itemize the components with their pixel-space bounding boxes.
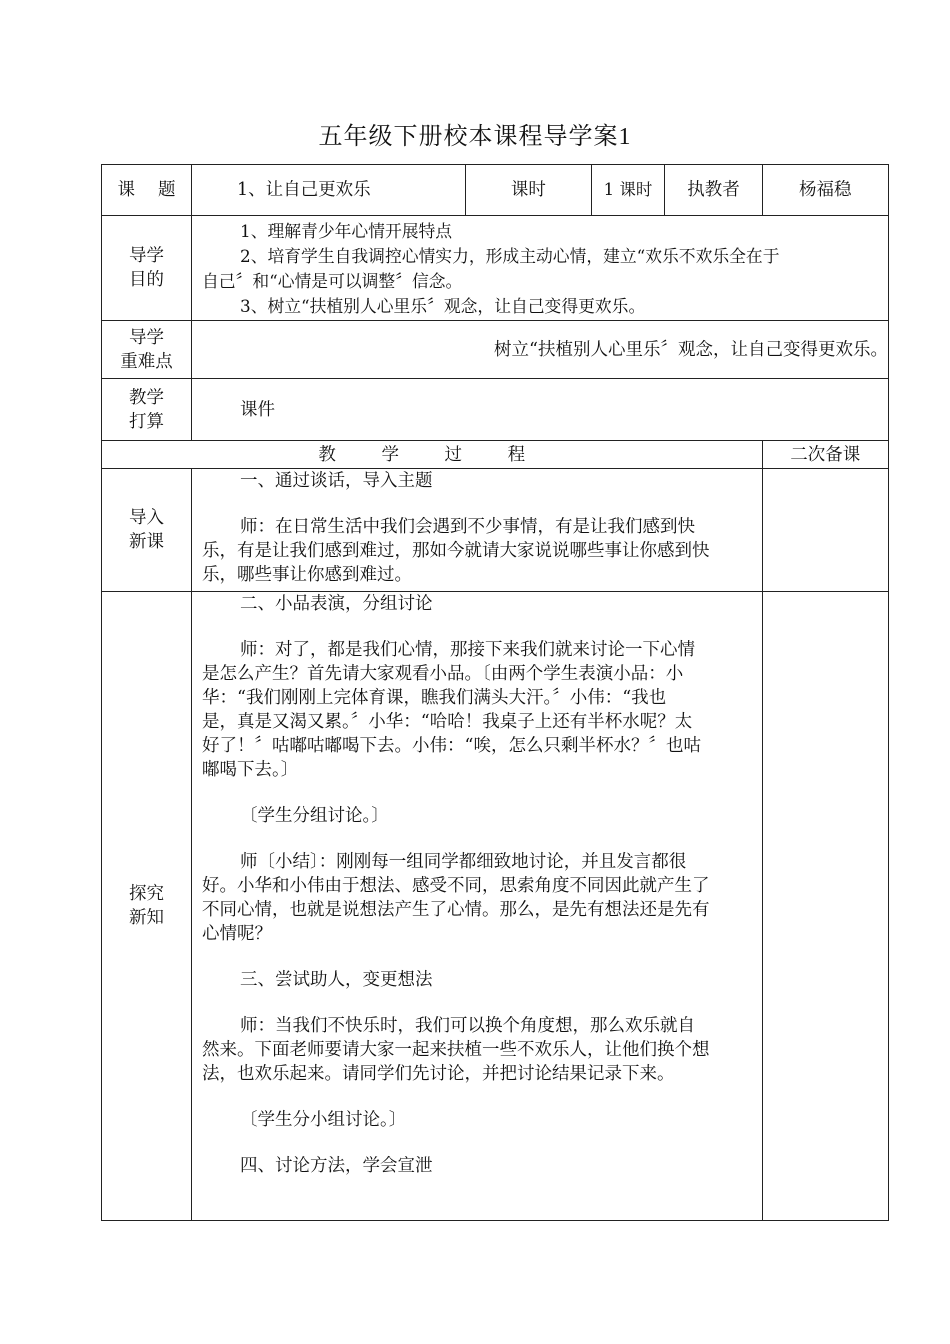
- goals-row: [102, 216, 889, 321]
- goals-content: [192, 216, 889, 321]
- second-prep-heading: 二次备课: [762, 441, 888, 469]
- lesson-plan-table: [101, 164, 889, 1221]
- explore-content: [192, 592, 763, 1221]
- paragraph-line: 华：“我们刚刚上完体育课，瞧我们满头大汗。〞小伟：“我也: [202, 688, 667, 708]
- goal-line: 1、理解青少年心情开展特点: [240, 221, 453, 241]
- paragraph-line: 师：当我们不快乐时，我们可以换个角度想，那么欢乐就自: [240, 1016, 696, 1036]
- paragraph-line: 师：对了，都是我们心情，那接下来我们就来讨论一下心情: [240, 640, 696, 660]
- intro-second-prep: [762, 469, 888, 592]
- process-heading: 教 学 过 程: [102, 441, 763, 469]
- paragraph-line: 是，真是又渴又累。〞小华：“哈哈！我桌子上还有半杯水呢？太: [202, 712, 693, 732]
- header-row: [102, 165, 889, 216]
- explore-second-prep: [762, 592, 888, 1221]
- paragraph-line: 不同心情，也就是说想法产生了心情。那么，是先有想法还是先有: [202, 900, 710, 920]
- explore-label: 探究 新知: [102, 592, 192, 1221]
- teacher-label: 执教者: [665, 165, 762, 216]
- key-points-content: 树立“扶植别人心里乐〞观念，让自己变得更欢乐。: [192, 321, 889, 379]
- intro-content: [192, 469, 763, 592]
- section-heading: 四、讨论方法，学会宣泄: [240, 1156, 433, 1176]
- key-points-label: 导学 重难点: [102, 321, 192, 379]
- section-heading: 一、通过谈话，导入主题: [240, 471, 433, 491]
- paragraph-line: 〔学生分组讨论。〕: [240, 806, 389, 826]
- paragraph-line: 师〔小结〕：刚刚每一组同学都细致地讨论，并且发言都很: [240, 852, 687, 872]
- explore-row: [102, 592, 889, 1221]
- teacher-value: 杨福稳: [762, 165, 888, 216]
- page-title: 五年级下册校本课程导学案1: [318, 122, 632, 150]
- paragraph-line: 师：在日常生活中我们会遇到不少事情，有是让我们感到快: [240, 517, 696, 537]
- paragraph-line: 嘟喝下去。〕: [202, 760, 299, 780]
- hours-label: 课时: [466, 165, 591, 216]
- paragraph-line: 是怎么产生？首先请大家观看小品。〔由两个学生表演小品：小: [202, 664, 684, 684]
- topic-label: 课 题: [102, 165, 192, 216]
- paragraph-line: 好了！〞咕嘟咕嘟喝下去。小伟：“唉，怎么只剩半杯水？〞也咕: [202, 736, 701, 756]
- paragraph-line: 乐，哪些事让你感到难过。: [202, 565, 413, 585]
- paragraph-line: 然来。下面老师要请大家一起来扶植一些不欢乐人，让他们换个想: [202, 1040, 710, 1060]
- topic-value: 1、让自己更欢乐: [192, 165, 466, 216]
- goals-label: 导学 目的: [102, 216, 192, 321]
- goal-line: 自己〞和“心情是可以调整〞信念。: [202, 271, 463, 291]
- paragraph-line: 好。小华和小伟由于想法、感受不同，思索角度不同因此就产生了: [202, 876, 710, 896]
- intro-row: [102, 469, 889, 592]
- key-points-row: [102, 321, 889, 379]
- goal-line: 3、树立“扶植别人心里乐〞观念，让自己变得更欢乐。: [240, 296, 646, 316]
- prep-row: [102, 379, 889, 441]
- section-heading: 二、小品表演，分组讨论: [240, 594, 433, 614]
- paragraph-line: 法，也欢乐起来。请同学们先讨论，并把讨论结果记录下来。: [202, 1064, 675, 1084]
- paragraph-line: 乐，有是让我们感到难过，那如今就请大家说说哪些事让你感到快: [202, 541, 710, 561]
- section-heading: 三、尝试助人，变更想法: [240, 970, 433, 990]
- goal-line: 2、培育学生自我调控心情实力，形成主动心情，建立“欢乐不欢乐全在于: [240, 246, 780, 266]
- hours-value: 1 课时: [591, 165, 665, 216]
- paragraph-line: 〔学生分小组讨论。〕: [240, 1110, 407, 1130]
- prep-content: 课件: [192, 379, 889, 441]
- intro-label: 导入 新课: [102, 469, 192, 592]
- prep-label: 教学 打算: [102, 379, 192, 441]
- paragraph-line: 心情呢？: [202, 924, 273, 944]
- process-header-row: [102, 441, 889, 469]
